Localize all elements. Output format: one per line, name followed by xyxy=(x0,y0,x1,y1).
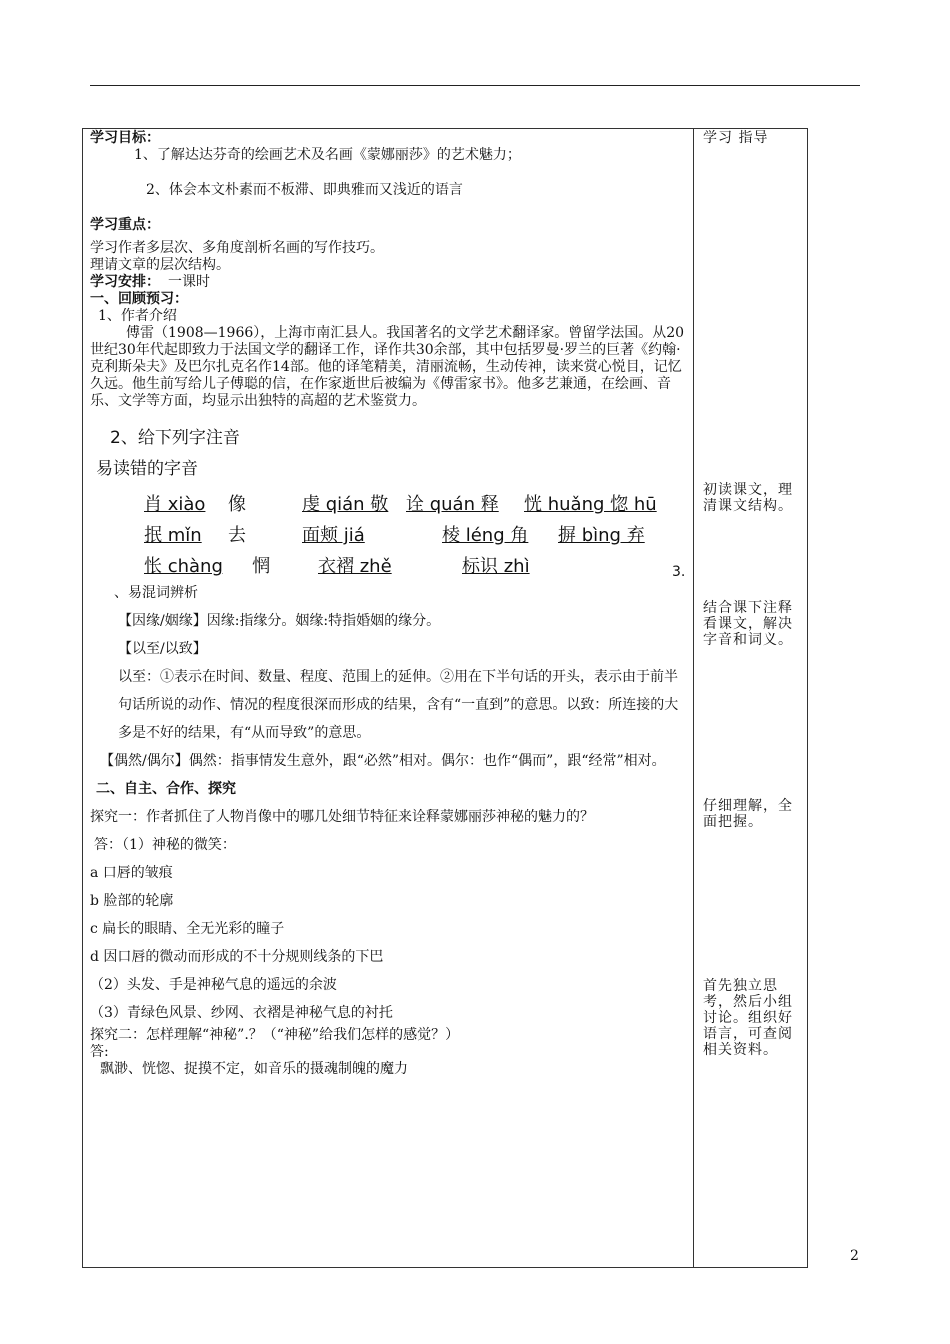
focus-line-1: 学习作者多层次、多角度剖析名画的写作技巧。 xyxy=(90,240,384,256)
guide-note-3: 仔细理解，全面把握。 xyxy=(703,798,793,830)
explore-title: 二、自主、合作、探究 xyxy=(96,781,236,797)
explore-a1: 答：（1）神秘的微笑： xyxy=(94,837,236,853)
pinyin-item: 摒 bìng 弃 xyxy=(558,525,645,546)
word-yinyuan: 【因缘/姻缘】因缘:指缘分。姻缘:特指婚姻的缘分。 xyxy=(118,613,441,629)
pinyin-item: 像 xyxy=(228,494,246,515)
answer-d: d 因口唇的微动而形成的不十分规则线条的下巴 xyxy=(90,949,384,965)
pinyin-row-3 xyxy=(90,556,688,580)
pinyin-row-1 xyxy=(90,496,688,513)
explore-q1: 探究一：作者抓住了人物肖像中的哪几处细节特征来诠释蒙娜丽莎神秘的魅力的？ xyxy=(90,809,594,825)
explore-q2: 探究二：怎样理解“神秘”.？（“神秘”给我们怎样的感觉？） xyxy=(90,1027,460,1043)
pinyin-item: 怅 chàng xyxy=(144,556,223,577)
pinyin-item: 棱 léng 角 xyxy=(442,525,529,546)
guide-note-2: 结合课下注释看课文，解决字音和词义。 xyxy=(703,600,793,648)
focus-line-2: 理请文章的层次结构。 xyxy=(90,257,230,273)
goals-title: 学习目标： xyxy=(90,130,160,146)
guide-note-1: 初读课文，理清课文结构。 xyxy=(703,482,793,514)
guide-note-4: 首先独立思考，然后小组讨论。组织好语言，可查阅相关资料。 xyxy=(703,978,793,1058)
guide-column xyxy=(703,130,801,1058)
word-yizhi-text: 以至：①表示在时间、数量、程度、范围上的延伸。②用在下半句话的开头，表示由于前半句话所说的动作、情况的程度很深而形成的结果，含有“一直到”的意思。以致：所连接的大多是不好的结果，有“从而导致”的意思。 xyxy=(118,669,679,741)
pinyin-item: 肖 xiào xyxy=(144,494,206,515)
main-column xyxy=(90,130,688,1078)
word-ouran: 【偶然/偶尔】偶然：指事情发生意外，跟“必然”相对。偶尔：也作“偶而”，跟“经常”相对。 xyxy=(100,753,666,769)
header-rule xyxy=(90,85,860,86)
pinyin-subtitle: 易读错的字音 xyxy=(96,459,198,479)
explore-a2-text: 飘渺、恍惚、捉摸不定，如音乐的摄魂制魄的魔力 xyxy=(100,1061,408,1077)
arrange-line xyxy=(90,274,688,291)
answer-b: b 脸部的轮廓 xyxy=(90,893,174,909)
author-text: 傅雷（1908—1966），上海市南汇县人。我国著名的文学艺术翻译家。曾留学法国。从20世纪30年代起即致力于法国文学的翻译工作，译作共30余部，其中包括罗曼·罗兰的巨著《约翰·克利斯朵夫》及巴尔扎克名作14部。他的译笔精美，清丽流畅，生动传神，读来赏心悦目，记忆久远。他生前写给儿子傅聪的信，在作家逝世后被编为《傅雷家书》。他多艺兼通，在绘画、音乐、文学等方面，均显示出独特的高超的艺术鉴赏力。 xyxy=(90,325,685,409)
answer-3: （3）青绿色风景、纱网、衣褶是神秘气息的衬托 xyxy=(90,1005,393,1021)
answer-c: c 扁长的眼睛、全无光彩的瞳子 xyxy=(90,921,285,937)
word-yizhi-title: 【以至/以致】 xyxy=(118,641,207,657)
pinyin-item: 去 xyxy=(228,525,246,546)
pinyin-item: 诠 quán 释 xyxy=(406,494,499,515)
author-title: 1、作者介绍 xyxy=(98,308,177,324)
column-divider xyxy=(693,128,694,1268)
arrange-value: 一课时 xyxy=(168,274,210,290)
pinyin-item: 虔 qián 敬 xyxy=(302,494,389,515)
words-title: 、易混词辨析 xyxy=(114,585,198,601)
goal-2: 2、体会本文朴素而不板滞、即典雅而又浅近的语言 xyxy=(146,182,463,198)
goal-1: 1、了解达达芬奇的绘画艺术及名画《蒙娜丽莎》的艺术魅力； xyxy=(134,147,521,163)
pinyin-item: 标识 zhì xyxy=(462,556,530,577)
review-title: 一、回顾预习： xyxy=(90,291,188,307)
pinyin-item: 恍 huǎng 惚 hū xyxy=(524,494,657,515)
guide-header: 学习 指导 xyxy=(703,130,769,146)
explore-a2-label: 答: xyxy=(90,1044,109,1060)
arrange-title: 学习安排： xyxy=(90,274,160,290)
pinyin-item: 衣褶 zhě xyxy=(318,556,392,577)
pinyin-row-2 xyxy=(90,527,688,544)
page-number: 2 xyxy=(850,1248,859,1264)
pinyin-title: 2、给下列字注音 xyxy=(110,428,240,448)
focus-title: 学习重点： xyxy=(90,217,160,233)
pinyin-item: 面颊 jiá xyxy=(302,525,365,546)
pinyin-item: 惘 xyxy=(252,556,270,577)
pinyin-item: 抿 mǐn xyxy=(144,525,202,546)
answer-2: （2）头发、手是神秘气息的遥远的余波 xyxy=(90,977,337,993)
answer-a: a 口唇的皱痕 xyxy=(90,865,173,881)
section-3-number: 3. xyxy=(672,564,686,580)
